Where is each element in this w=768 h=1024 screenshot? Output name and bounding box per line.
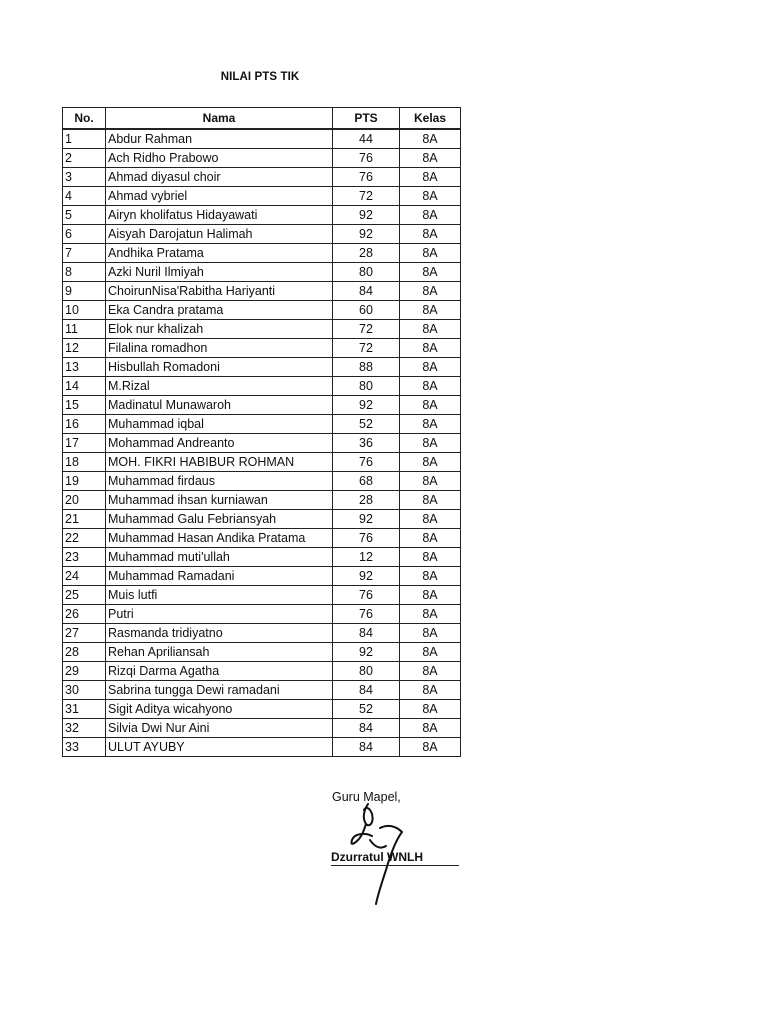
table-row bbox=[63, 300, 461, 319]
cell-no: 16 bbox=[63, 414, 106, 433]
cell-nama: Sigit Aditya wicahyono bbox=[106, 699, 333, 718]
cell-pts: 92 bbox=[333, 642, 400, 661]
table-row bbox=[63, 167, 461, 186]
cell-pts: 36 bbox=[333, 433, 400, 452]
cell-kelas: 8A bbox=[400, 414, 461, 433]
cell-nama: Silvia Dwi Nur Aini bbox=[106, 718, 333, 737]
cell-pts: 28 bbox=[333, 243, 400, 262]
table-row bbox=[63, 585, 461, 604]
table-row bbox=[63, 262, 461, 281]
cell-no: 9 bbox=[63, 281, 106, 300]
cell-no: 22 bbox=[63, 528, 106, 547]
table-row bbox=[63, 433, 461, 452]
table-body bbox=[63, 129, 461, 757]
table-row bbox=[63, 148, 461, 167]
cell-nama: Airyn kholifatus Hidayawati bbox=[106, 205, 333, 224]
cell-nama: Muhammad Hasan Andika Pratama bbox=[106, 528, 333, 547]
cell-kelas: 8A bbox=[400, 452, 461, 471]
cell-nama: Ahmad vybriel bbox=[106, 186, 333, 205]
cell-kelas: 8A bbox=[400, 186, 461, 205]
cell-no: 6 bbox=[63, 224, 106, 243]
cell-pts: 76 bbox=[333, 167, 400, 186]
cell-kelas: 8A bbox=[400, 718, 461, 737]
cell-pts: 72 bbox=[333, 319, 400, 338]
cell-kelas: 8A bbox=[400, 167, 461, 186]
cell-pts: 92 bbox=[333, 566, 400, 585]
cell-nama: M.Rizal bbox=[106, 376, 333, 395]
cell-no: 14 bbox=[63, 376, 106, 395]
cell-kelas: 8A bbox=[400, 129, 461, 149]
cell-no: 30 bbox=[63, 680, 106, 699]
cell-kelas: 8A bbox=[400, 376, 461, 395]
table-row bbox=[63, 338, 461, 357]
cell-kelas: 8A bbox=[400, 243, 461, 262]
document-title: NILAI PTS TIK bbox=[220, 71, 300, 83]
cell-kelas: 8A bbox=[400, 661, 461, 680]
cell-no: 28 bbox=[63, 642, 106, 661]
cell-nama: Ach Ridho Prabowo bbox=[106, 148, 333, 167]
table-row bbox=[63, 414, 461, 433]
cell-kelas: 8A bbox=[400, 547, 461, 566]
cell-no: 21 bbox=[63, 509, 106, 528]
cell-no: 23 bbox=[63, 547, 106, 566]
cell-no: 7 bbox=[63, 243, 106, 262]
table-row bbox=[63, 623, 461, 642]
cell-nama: Elok nur khalizah bbox=[106, 319, 333, 338]
cell-kelas: 8A bbox=[400, 262, 461, 281]
table-row bbox=[63, 699, 461, 718]
table-row bbox=[63, 547, 461, 566]
table-row bbox=[63, 243, 461, 262]
cell-no: 25 bbox=[63, 585, 106, 604]
cell-kelas: 8A bbox=[400, 642, 461, 661]
signature-label: Guru Mapel, bbox=[332, 790, 401, 804]
cell-kelas: 8A bbox=[400, 509, 461, 528]
cell-kelas: 8A bbox=[400, 471, 461, 490]
table-row bbox=[63, 680, 461, 699]
cell-kelas: 8A bbox=[400, 338, 461, 357]
table-row bbox=[63, 186, 461, 205]
cell-no: 26 bbox=[63, 604, 106, 623]
table-row bbox=[63, 376, 461, 395]
cell-pts: 92 bbox=[333, 395, 400, 414]
cell-nama: Aisyah Darojatun Halimah bbox=[106, 224, 333, 243]
cell-kelas: 8A bbox=[400, 300, 461, 319]
cell-kelas: 8A bbox=[400, 490, 461, 509]
cell-no: 4 bbox=[63, 186, 106, 205]
grades-table bbox=[62, 107, 461, 757]
cell-nama: Azki Nuril Ilmiyah bbox=[106, 262, 333, 281]
cell-nama: MOH. FIKRI HABIBUR ROHMAN bbox=[106, 452, 333, 471]
cell-pts: 12 bbox=[333, 547, 400, 566]
cell-nama: ChoirunNisa'Rabitha Hariyanti bbox=[106, 281, 333, 300]
cell-pts: 92 bbox=[333, 224, 400, 243]
table-row bbox=[63, 566, 461, 585]
cell-pts: 28 bbox=[333, 490, 400, 509]
cell-kelas: 8A bbox=[400, 433, 461, 452]
cell-nama: Filalina romadhon bbox=[106, 338, 333, 357]
cell-nama: ULUT AYUBY bbox=[106, 737, 333, 756]
cell-nama: Hisbullah Romadoni bbox=[106, 357, 333, 376]
cell-pts: 76 bbox=[333, 585, 400, 604]
cell-kelas: 8A bbox=[400, 319, 461, 338]
cell-nama: Ahmad diyasul choir bbox=[106, 167, 333, 186]
cell-no: 29 bbox=[63, 661, 106, 680]
cell-pts: 68 bbox=[333, 471, 400, 490]
table-header-row bbox=[63, 108, 461, 129]
cell-nama: Madinatul Munawaroh bbox=[106, 395, 333, 414]
table-row bbox=[63, 129, 461, 149]
cell-pts: 84 bbox=[333, 623, 400, 642]
cell-no: 19 bbox=[63, 471, 106, 490]
cell-pts: 76 bbox=[333, 148, 400, 167]
table-row bbox=[63, 395, 461, 414]
cell-no: 1 bbox=[63, 129, 106, 149]
table-row bbox=[63, 737, 461, 756]
cell-nama: Abdur Rahman bbox=[106, 129, 333, 149]
cell-pts: 80 bbox=[333, 661, 400, 680]
table-row bbox=[63, 661, 461, 680]
cell-pts: 52 bbox=[333, 699, 400, 718]
cell-kelas: 8A bbox=[400, 566, 461, 585]
cell-kelas: 8A bbox=[400, 205, 461, 224]
cell-no: 33 bbox=[63, 737, 106, 756]
cell-no: 5 bbox=[63, 205, 106, 224]
cell-kelas: 8A bbox=[400, 528, 461, 547]
cell-kelas: 8A bbox=[400, 395, 461, 414]
cell-nama: Muhammad Galu Febriansyah bbox=[106, 509, 333, 528]
cell-pts: 76 bbox=[333, 528, 400, 547]
cell-nama: Muhammad Ramadani bbox=[106, 566, 333, 585]
cell-kelas: 8A bbox=[400, 224, 461, 243]
cell-kelas: 8A bbox=[400, 737, 461, 756]
cell-nama: Muhammad iqbal bbox=[106, 414, 333, 433]
cell-nama: Rasmanda tridiyatno bbox=[106, 623, 333, 642]
cell-nama: Putri bbox=[106, 604, 333, 623]
cell-nama: Muis lutfi bbox=[106, 585, 333, 604]
cell-no: 24 bbox=[63, 566, 106, 585]
table-row bbox=[63, 509, 461, 528]
column-header-pts: PTS bbox=[333, 108, 400, 129]
cell-kelas: 8A bbox=[400, 699, 461, 718]
cell-nama: Mohammad Andreanto bbox=[106, 433, 333, 452]
cell-no: 11 bbox=[63, 319, 106, 338]
table-row bbox=[63, 490, 461, 509]
cell-pts: 84 bbox=[333, 718, 400, 737]
cell-nama: Muhammad ihsan kurniawan bbox=[106, 490, 333, 509]
cell-pts: 72 bbox=[333, 338, 400, 357]
table-row bbox=[63, 718, 461, 737]
cell-pts: 84 bbox=[333, 680, 400, 699]
cell-kelas: 8A bbox=[400, 623, 461, 642]
cell-pts: 44 bbox=[333, 129, 400, 149]
cell-no: 12 bbox=[63, 338, 106, 357]
cell-no: 20 bbox=[63, 490, 106, 509]
cell-nama: Andhika Pratama bbox=[106, 243, 333, 262]
cell-nama: Eka Candra pratama bbox=[106, 300, 333, 319]
cell-kelas: 8A bbox=[400, 357, 461, 376]
cell-no: 8 bbox=[63, 262, 106, 281]
cell-no: 10 bbox=[63, 300, 106, 319]
cell-pts: 52 bbox=[333, 414, 400, 433]
column-header-kelas: Kelas bbox=[400, 108, 461, 129]
cell-pts: 92 bbox=[333, 205, 400, 224]
table-row bbox=[63, 357, 461, 376]
table-row bbox=[63, 471, 461, 490]
cell-kelas: 8A bbox=[400, 585, 461, 604]
cell-no: 27 bbox=[63, 623, 106, 642]
cell-kelas: 8A bbox=[400, 680, 461, 699]
table-row bbox=[63, 319, 461, 338]
cell-nama: Rehan Apriliansah bbox=[106, 642, 333, 661]
column-header-nama: Nama bbox=[106, 108, 333, 129]
cell-nama: Sabrina tungga Dewi ramadani bbox=[106, 680, 333, 699]
cell-no: 2 bbox=[63, 148, 106, 167]
cell-no: 13 bbox=[63, 357, 106, 376]
table-row bbox=[63, 452, 461, 471]
cell-nama: Rizqi Darma Agatha bbox=[106, 661, 333, 680]
cell-pts: 92 bbox=[333, 509, 400, 528]
cell-pts: 84 bbox=[333, 281, 400, 300]
cell-nama: Muhammad muti'ullah bbox=[106, 547, 333, 566]
table-row bbox=[63, 642, 461, 661]
table-row bbox=[63, 205, 461, 224]
column-header-no: No. bbox=[63, 108, 106, 129]
cell-no: 18 bbox=[63, 452, 106, 471]
table-row bbox=[63, 224, 461, 243]
table-row bbox=[63, 528, 461, 547]
cell-kelas: 8A bbox=[400, 281, 461, 300]
table-row bbox=[63, 604, 461, 623]
cell-no: 15 bbox=[63, 395, 106, 414]
cell-pts: 72 bbox=[333, 186, 400, 205]
cell-pts: 76 bbox=[333, 604, 400, 623]
signature-name: Dzurratul WNLH bbox=[331, 850, 459, 866]
table-row bbox=[63, 281, 461, 300]
cell-pts: 76 bbox=[333, 452, 400, 471]
cell-pts: 80 bbox=[333, 262, 400, 281]
cell-nama: Muhammad firdaus bbox=[106, 471, 333, 490]
cell-no: 32 bbox=[63, 718, 106, 737]
cell-pts: 60 bbox=[333, 300, 400, 319]
cell-pts: 80 bbox=[333, 376, 400, 395]
cell-kelas: 8A bbox=[400, 148, 461, 167]
cell-kelas: 8A bbox=[400, 604, 461, 623]
cell-pts: 88 bbox=[333, 357, 400, 376]
cell-pts: 84 bbox=[333, 737, 400, 756]
cell-no: 3 bbox=[63, 167, 106, 186]
cell-no: 31 bbox=[63, 699, 106, 718]
cell-no: 17 bbox=[63, 433, 106, 452]
